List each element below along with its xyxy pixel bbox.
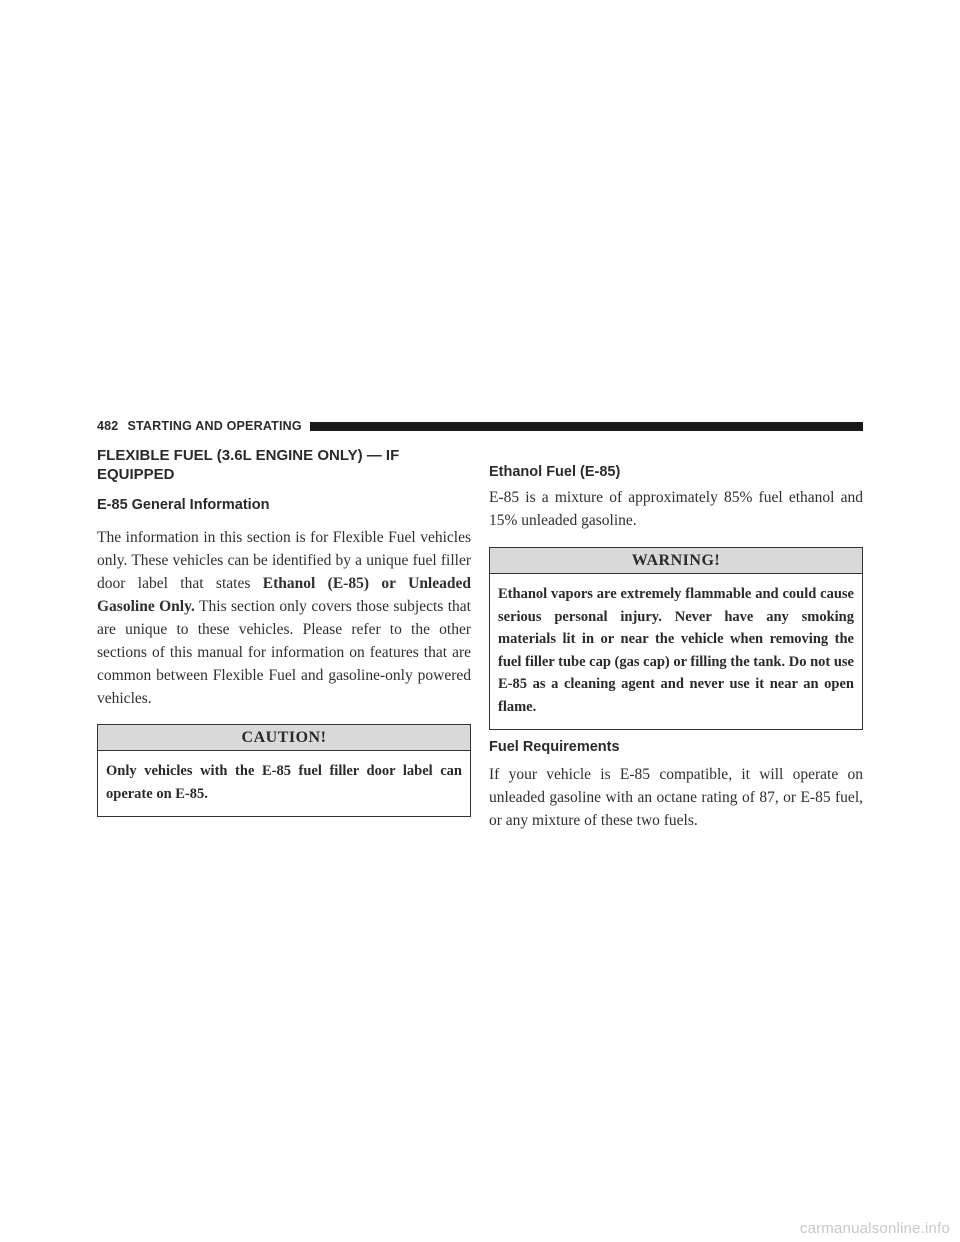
general-info-paragraph: The information in this section is for Flexible Fuel vehicles only. These vehicles can be identified by a unique fuel filler door label that states Ethanol (E-85) or Unleaded Gasoline Only. This section only covers those subjects that are unique to these vehicles. Please refer to the other sections of this manual for information on features that are common between Flexible Fuel and gasoline-only powered vehicles. xyxy=(97,529,471,707)
fuel-requirements-paragraph: If your vehicle is E-85 compatible, it will operate on unleaded gasoline with an octane rating of 87, or E-85 fuel, or any mixture of these two fuels. xyxy=(489,766,863,829)
ethanol-fuel-paragraph: E-85 is a mixture of approximately 85% fuel ethanol and 15% unleaded gasoline. xyxy=(489,489,863,529)
right-column xyxy=(489,446,863,832)
warning-text: Ethanol vapors are extremely flammable and could cause serious personal injury. Never have any smoking materials lit in or near the vehicle when removing the fuel filler tube cap (gas cap) or filling the tank. Do not use E-85 as a cleaning agent and never use it near an open flame. xyxy=(498,586,854,715)
page-number: 482 xyxy=(97,419,119,433)
warning-title: WARNING! xyxy=(490,548,862,574)
watermark: carmanualsonline.info xyxy=(799,1220,950,1237)
warning-box xyxy=(489,547,863,730)
fuel-requirements-heading: Fuel Requirements xyxy=(489,739,620,755)
main-heading: FLEXIBLE FUEL (3.6L ENGINE ONLY) — IF EQUIPPED xyxy=(97,447,400,483)
page-header xyxy=(97,418,863,434)
ethanol-fuel-heading: Ethanol Fuel (E-85) xyxy=(489,464,621,480)
general-info-heading: E-85 General Information xyxy=(97,497,270,513)
section-title: STARTING AND OPERATING xyxy=(127,419,302,433)
header-rule xyxy=(310,422,863,431)
caution-text: Only vehicles with the E-85 fuel filler door label can operate on E-85. xyxy=(106,763,462,802)
caution-box xyxy=(97,724,471,817)
fuel-door-label-text: Ethanol (E-85) or Unleaded Gasoline Only. xyxy=(97,575,471,615)
caution-title: CAUTION! xyxy=(98,725,470,751)
left-column xyxy=(97,446,471,817)
